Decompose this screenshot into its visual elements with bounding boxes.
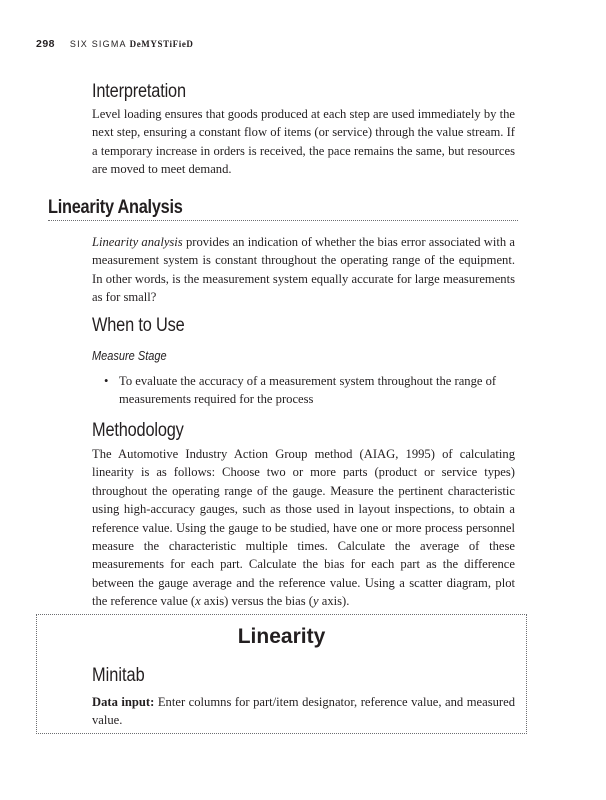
data-input-paragraph	[92, 693, 515, 730]
interpretation-heading: Interpretation	[92, 81, 186, 102]
linearity-analysis-heading	[48, 197, 518, 219]
section-divider	[48, 220, 518, 221]
list-item	[104, 372, 515, 409]
interpretation-paragraph: Level loading ensures that goods produced at each step are used immediately by the next step, ensuring a constant flow of items (or service) through the value stream. If a temporary increase in orders is received, the pace remains the same, but resources are moved to meet demand.	[92, 107, 515, 177]
bullet-icon: •	[104, 374, 109, 388]
linearity-intro-paragraph	[92, 233, 515, 307]
methodology-text-b: axis) versus the bias (	[200, 594, 313, 609]
page-number: 298	[36, 38, 56, 50]
series-title: SIX SIGMA	[69, 39, 127, 49]
linearity-intro-text: provides an indication of whether the bias error associated with a measurement system is constant throughout the operating range of the equipment. In other words, is the measurement system equally accurate for large measurements as for small?	[92, 235, 515, 305]
y-variable: y	[313, 594, 319, 609]
methodology-paragraph	[92, 445, 515, 611]
data-input-text: Enter columns for part/item designator, reference value, and measured value.	[92, 695, 516, 728]
measure-stage-subheading: Measure Stage	[92, 349, 167, 363]
linearity-term: Linearity analysis	[92, 235, 183, 249]
bullet-text: To evaluate the accuracy of a measurement system throughout the range of measurements required for the process	[119, 374, 497, 407]
x-variable: x	[195, 594, 201, 609]
linearity-tool-box	[36, 614, 527, 734]
running-head	[36, 38, 194, 50]
data-input-label: Data input:	[92, 695, 155, 709]
when-to-use-heading: When to Use	[92, 315, 185, 336]
methodology-text-c: axis).	[318, 594, 350, 609]
minitab-heading: Minitab	[92, 665, 145, 686]
series-brand: DeMYSTiFieD	[129, 39, 194, 49]
methodology-text-a: The Automotive Industry Action Group method (AIAG, 1995) of calculating linearity is as follows: Choose two or more parts (product or service types) throughout the operating range of the gauge. Measure the pertinent characteristic using high-accuracy gauges, such as those used in layout inspections, to obtain a reference value. Using the gauge to be studied, have one or more process personnel measure the characteristic multiple times. Calculate the average of these measurements for each part. Calculate the bias for each part as the difference between the gauge average and the reference value. Using a scatter diagram, plot the reference value (	[92, 447, 515, 609]
methodology-heading: Methodology	[92, 420, 184, 441]
tool-box-title: Linearity	[237, 625, 326, 648]
linearity-analysis-heading-text: Linearity Analysis	[48, 197, 183, 218]
